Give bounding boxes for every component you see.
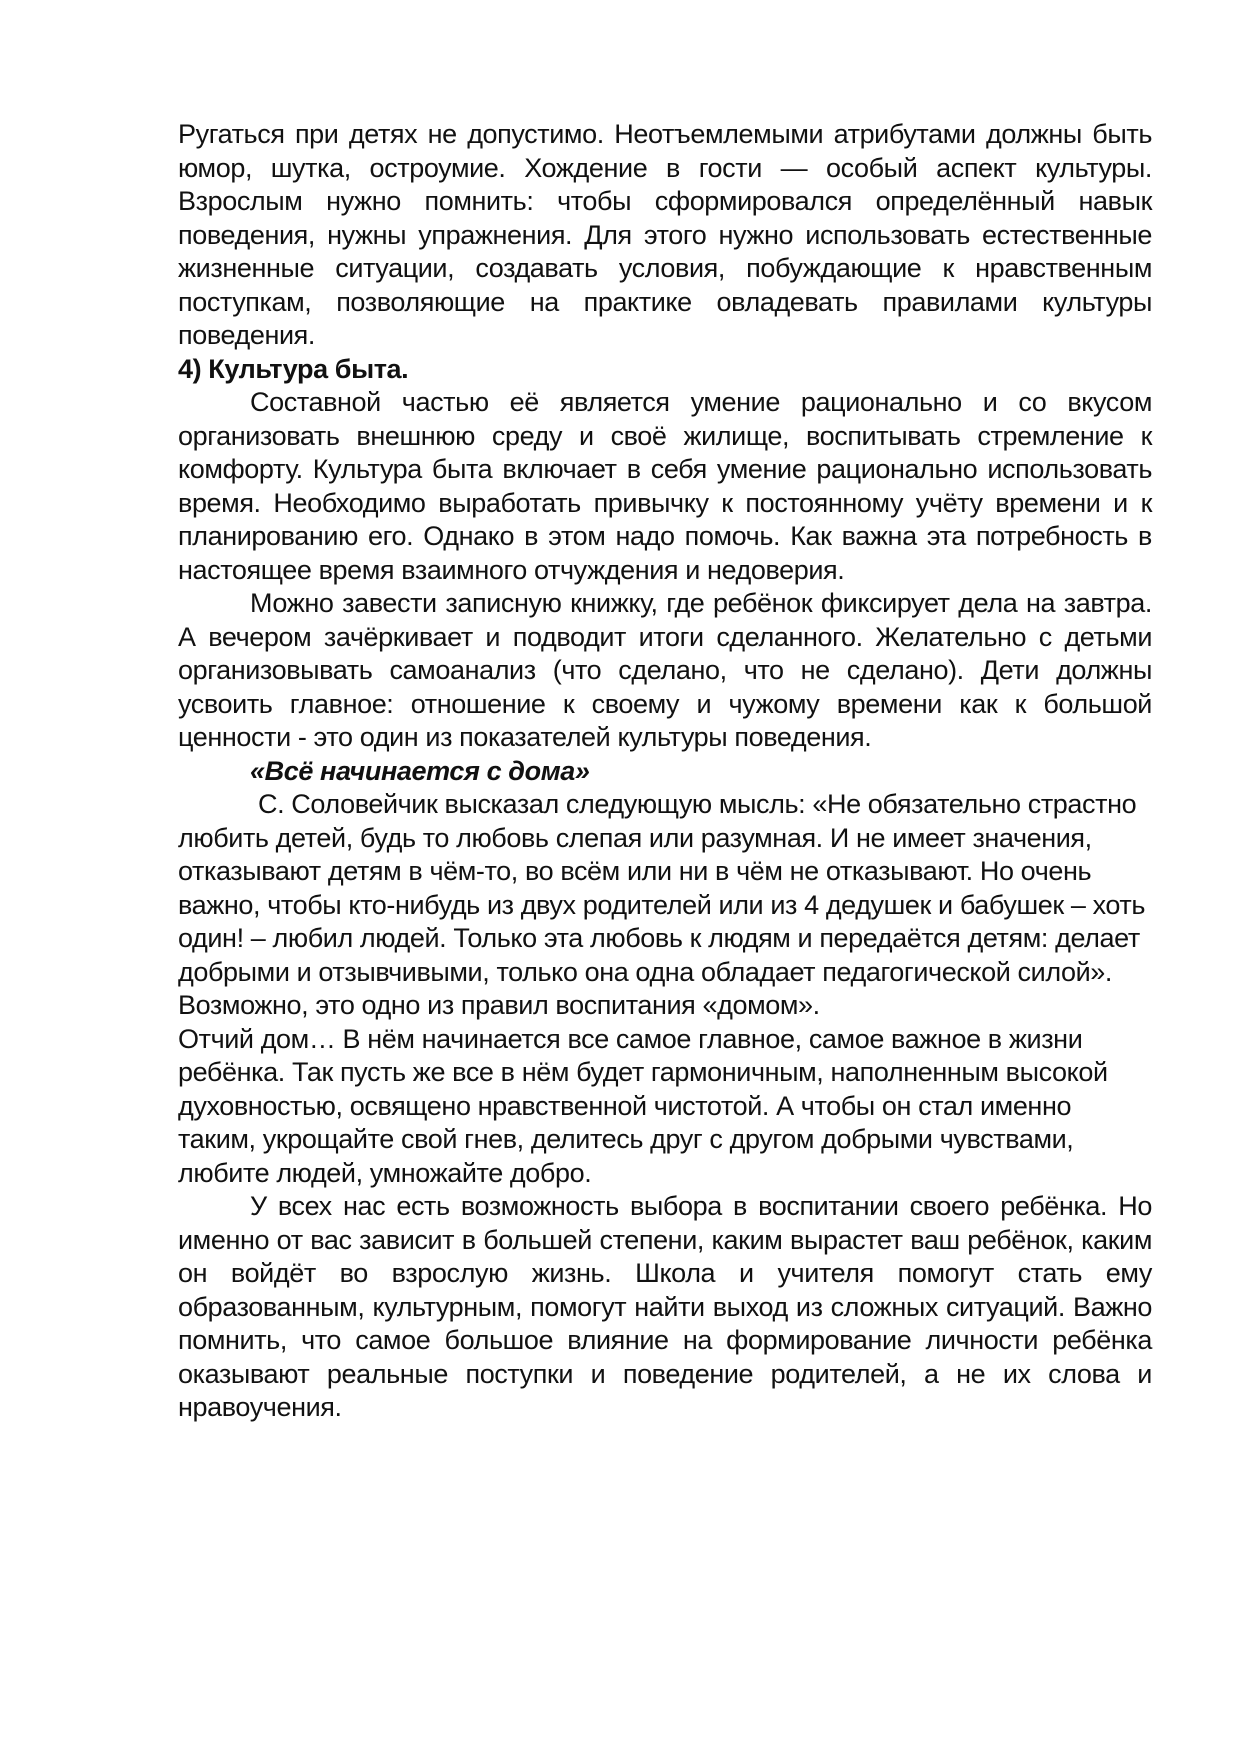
paragraph-notebook: Можно завести записную книжку, где ребёнок фиксирует дела на завтра. А вечером зачёркивает и подводит итоги сделанного. Желательно с детьми организовывать самоанализ (что сделано, что не сделано). Дети должны усвоить главное: отношение к своему и чужому времени как к большой ценности - это один из показателей культуры поведения. [178,588,1152,752]
section-heading: 4) Культура быта. [178,353,409,384]
document-page [178,118,1152,1425]
paragraph-quote: С. Соловейчик высказал следующую мысль: «Не обязательно страстно любить детей, будь то любовь слепая или разумная. И не имеет значения, отказывают детям в чём-то, во всём или ни в чём не отказывают. Но очень важно, чтобы кто-нибудь из двух родителей или из 4 дедушек и бабушек – хоть один! – любил людей. Только эта любовь к людям и передаётся детям: делает добрыми и отзывчивыми, только она одна обладает педагогической силой». Возможно, это одно из правил воспитания «домом». [178,789,1146,1020]
paragraph-culture: Составной частью её является умение рационально и со вкусом организовать внешнюю среду и своё жилище, воспитывать стремление к комфорту. Культура быта включает в себя умение рационально использовать время. Необходимо выработать привычку к постоянному учёту времени и к планированию его. Однако в этом надо помочь. Как важна эта потребность в настоящее время взаимного отчуждения и недоверия. [178,387,1152,585]
paragraph-intro: Ругаться при детях не допустимо. Неотъемлемыми атрибутами должны быть юмор, шутка, остроумие. Хождение в гости — особый аспект культуры. Взрослым нужно помнить: чтобы сформировался определённый навык поведения, нужны упражнения. Для этого нужно использовать естественные жизненные ситуации, создавать условия, побуждающие к нравственным поступкам, позволяющие на практике овладевать правилами культуры поведения. [178,119,1152,350]
paragraph-choice: У всех нас есть возможность выбора в воспитании своего ребёнка. Но именно от вас зависит в большей степени, каким вырастет ваш ребёнок, каким он войдёт во взрослую жизнь. Школа и учителя помогут стать ему образованным, культурным, помогут найти выход из сложных ситуаций. Важно помнить, что самое большое влияние на формирование личности ребёнка оказывают реальные поступки и поведение родителей, а не их слова и нравоучения. [178,1191,1152,1422]
subheading: «Всё начинается с дома» [250,755,590,786]
paragraph-home: Отчий дом… В нём начинается все самое главное, самое важное в жизни ребёнка. Так пусть же все в нём будет гармоничным, наполненным высокой духовностью, освящено нравственной чистотой. А чтобы он стал именно таким, укрощайте свой гнев, делитесь друг с другом добрыми чувствами, любите людей, умножайте добро. [178,1023,1108,1188]
